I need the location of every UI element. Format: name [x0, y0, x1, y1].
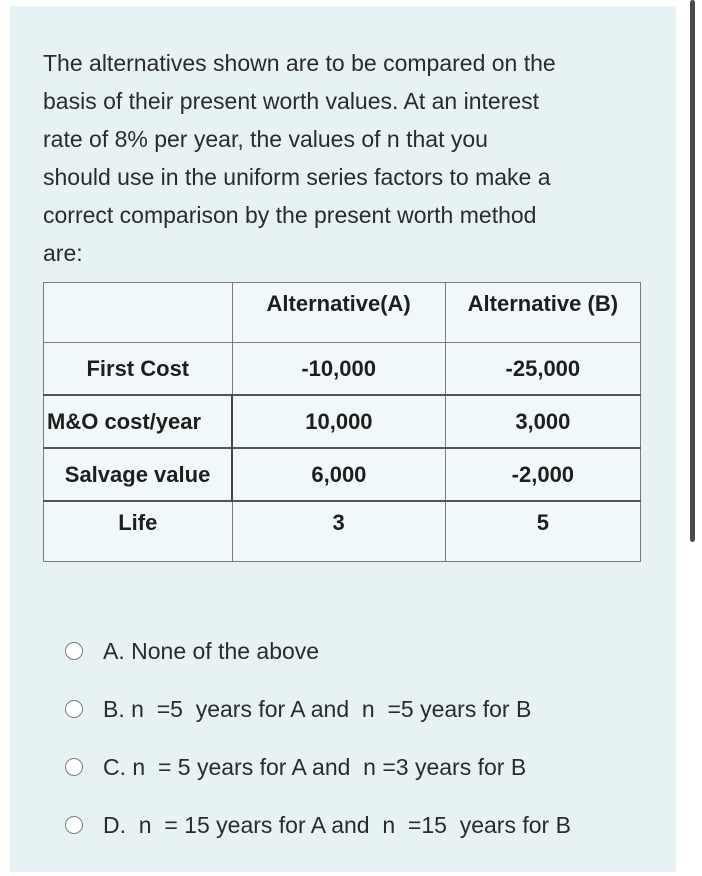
cell-mo-cost-a: 10,000	[232, 395, 445, 448]
table-header-alternative-a: Alternative(A)	[232, 283, 445, 343]
cell-first-cost-b: -25,000	[445, 343, 640, 396]
cell-salvage-value-b: -2,000	[445, 448, 640, 501]
option-c[interactable]	[65, 738, 665, 796]
cell-life-a: 3	[232, 501, 445, 562]
option-b[interactable]	[65, 680, 665, 738]
table-row	[44, 395, 641, 448]
option-a-label: A. None of the above	[103, 637, 320, 664]
question-text: The alternatives shown are to be compared on the basis of their present worth values. At an interest rate of 8% per year, the values of n that you should use in the uniform series factors to make a correct comparison by the present worth method are:	[43, 50, 556, 266]
radio-button-a[interactable]	[65, 642, 83, 660]
cell-salvage-value-a: 6,000	[232, 448, 445, 501]
table-row	[44, 343, 641, 396]
row-label-salvage-value: Salvage value	[44, 448, 233, 501]
radio-button-d[interactable]	[65, 816, 83, 834]
table-row	[44, 448, 641, 501]
option-d[interactable]	[65, 796, 665, 854]
table-header-empty	[44, 283, 233, 343]
table-row	[44, 501, 641, 562]
answer-options	[65, 622, 665, 854]
question-card	[10, 6, 676, 872]
vertical-scrollbar[interactable]	[690, 0, 695, 542]
cell-life-b: 5	[445, 501, 640, 562]
row-label-first-cost: First Cost	[44, 343, 233, 396]
row-label-mo-cost: M&O cost/year	[44, 395, 233, 448]
cell-first-cost-a: -10,000	[232, 343, 445, 396]
alternatives-table	[43, 282, 641, 562]
cell-mo-cost-b: 3,000	[445, 395, 640, 448]
radio-button-c[interactable]	[65, 758, 83, 776]
option-a[interactable]	[65, 622, 665, 680]
table-header-alternative-b: Alternative (B)	[445, 283, 640, 343]
option-b-label: B. n =5 years for A and n =5 years for B	[103, 695, 532, 722]
radio-button-b[interactable]	[65, 700, 83, 718]
option-c-label: C. n = 5 years for A and n =3 years for B	[103, 753, 527, 780]
option-d-label: D. n = 15 years for A and n =15 years for B	[103, 811, 571, 838]
row-label-life: Life	[44, 501, 233, 562]
table-header-row	[44, 283, 641, 343]
